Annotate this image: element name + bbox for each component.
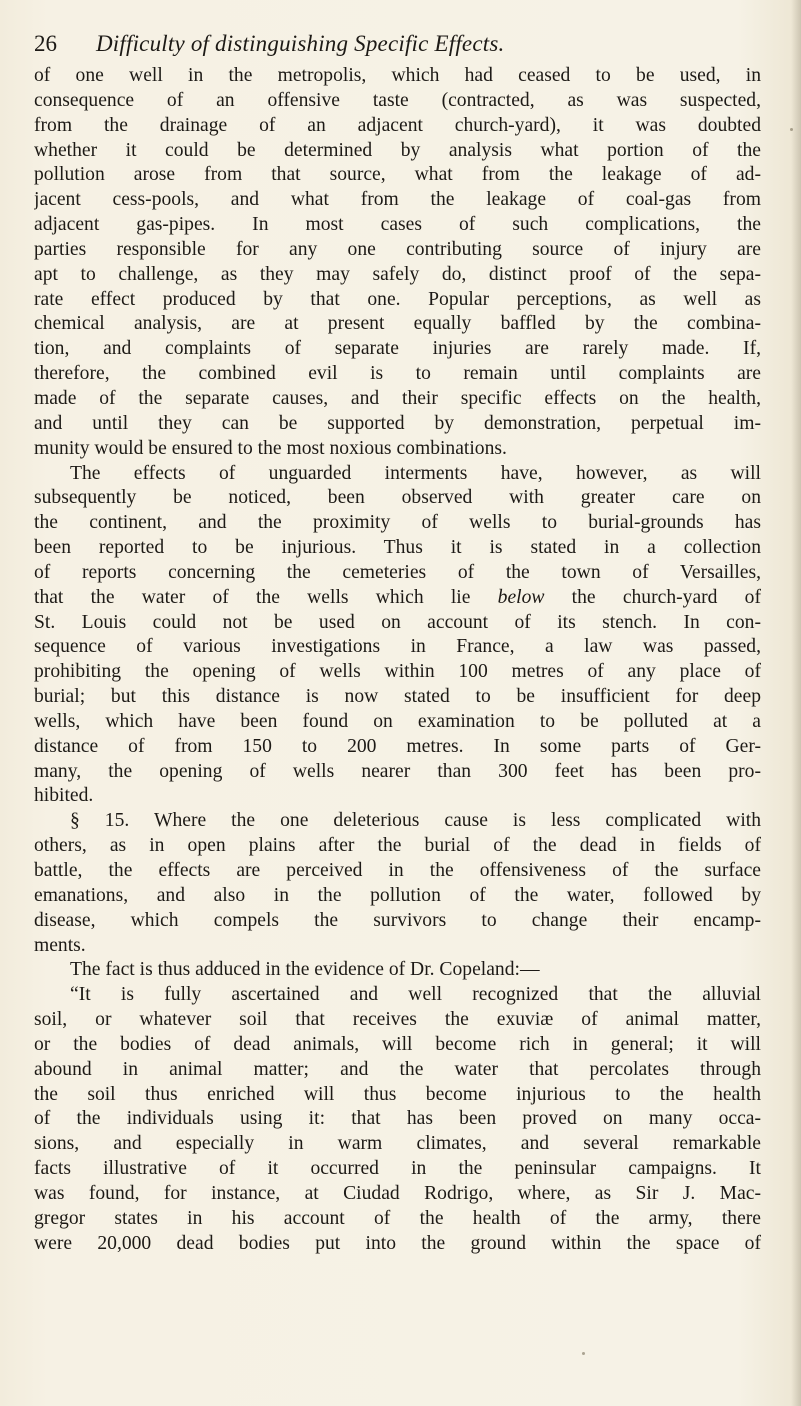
running-title: Difficulty of distinguishing Specific Effects. [96,31,505,56]
body-text [34,64,761,1257]
text-line: been reported to be injurious. Thus it is stated in a collection [34,537,761,559]
text-line: prohibiting the opening of wells within 100 metres of any place of [34,661,761,683]
text-line: The effects of unguarded interments have, however, as will [70,462,761,484]
text-line: emanations, and also in the pollution of the water, followed by [34,884,761,906]
text-line: The fact is thus adduced in the evidence of Dr. Copeland:— [70,959,540,981]
text-line: many, the opening of wells nearer than 300 feet has been pro- [34,760,761,782]
text-line: consequence of an offensive taste (contracted, as was suspected, [34,89,761,111]
text-line: sions, and especially in warm climates, and several remarkable [34,1133,761,1155]
text-line: rate effect produced by that one. Popular perceptions, as well as [34,288,761,310]
paper-speck [790,128,793,131]
text-line: subsequently be noticed, been observed with greater care on [34,487,761,509]
paper-speck [582,1352,585,1355]
text-line: disease, which compels the survivors to change their encamp- [34,909,761,931]
text-line: from the drainage of an adjacent church-yard), it was doubted [34,114,761,136]
text-line: gregor states in his account of the health of the army, there [34,1207,761,1229]
text-line: was found, for instance, at Ciudad Rodrigo, where, as Sir J. Mac- [34,1182,761,1204]
text-line: the soil thus enriched will thus become injurious to the health [34,1083,761,1105]
text-line: distance of from 150 to 200 metres. In some parts of Ger- [34,735,761,757]
text-line: of the individuals using it: that has been proved on many occa- [34,1108,761,1130]
text-line: sequence of various investigations in France, a law was passed, [34,636,761,658]
page-edge-shadow [791,0,801,1406]
text-line: battle, the effects are perceived in the offensiveness of the surface [34,860,761,881]
text-line: apt to challenge, as they may safely do, distinct proof of the sepa- [34,263,761,285]
text-line: tion, and complaints of separate injuries are rarely made. If, [34,338,761,360]
text-line: St. Louis could not be used on account of its stench. In con- [34,611,761,633]
text-line: others, as in open plains after the burial of the dead in fields of [34,835,761,857]
text-line: pollution arose from that source, what from the leakage of ad- [34,164,761,186]
text-line: of one well in the metropolis, which had ceased to be used, in [34,65,761,86]
text-line: soil, or whatever soil that receives the exuviæ of animal matter, [34,1009,761,1031]
text-line: wells, which have been found on examination to be polluted at a [34,710,761,732]
text-line: “It is fully ascertained and well recognized that the alluvial [70,984,761,1006]
text-line: or the bodies of dead animals, will become rich in general; it will [34,1033,761,1055]
page-header [34,24,754,64]
text-line: § 15. Where the one deleterious cause is less complicated with [70,810,761,832]
text-line: of reports concerning the cemeteries of the town of Versailles, [34,561,761,583]
page-number: 26 [34,31,57,56]
text-line: chemical analysis, are at present equally baffled by the combina- [34,313,761,335]
text-line: facts illustrative of it occurred in the peninsular campaigns. It [34,1158,761,1180]
text-line: abound in animal matter; and the water that percolates through [34,1058,761,1080]
text-line: were 20,000 dead bodies put into the ground within the space of [34,1232,761,1254]
text-line: jacent cess-pools, and what from the leakage of coal-gas from [34,189,761,211]
text-line: munity would be ensured to the most noxious combinations. [34,437,507,459]
text-line: parties responsible for any one contributing source of injury are [34,238,761,260]
text-line: burial; but this distance is now stated to be insufficient for deep [34,686,761,708]
text-line: the continent, and the proximity of wells to burial-grounds has [34,512,761,534]
text-line: ments. [34,934,86,956]
text-line: that the water of the wells which lie below the church-yard of [34,586,761,608]
text-line: adjacent gas-pipes. In most cases of such complications, the [34,214,761,236]
text-line: therefore, the combined evil is to remain until complaints are [34,363,761,385]
text-line: and until they can be supported by demonstration, perpetual im- [34,412,761,434]
text-line: hibited. [34,785,94,807]
text-line: made of the separate causes, and their specific effects on the health, [34,387,761,409]
text-line: whether it could be determined by analysis what portion of the [34,139,761,161]
